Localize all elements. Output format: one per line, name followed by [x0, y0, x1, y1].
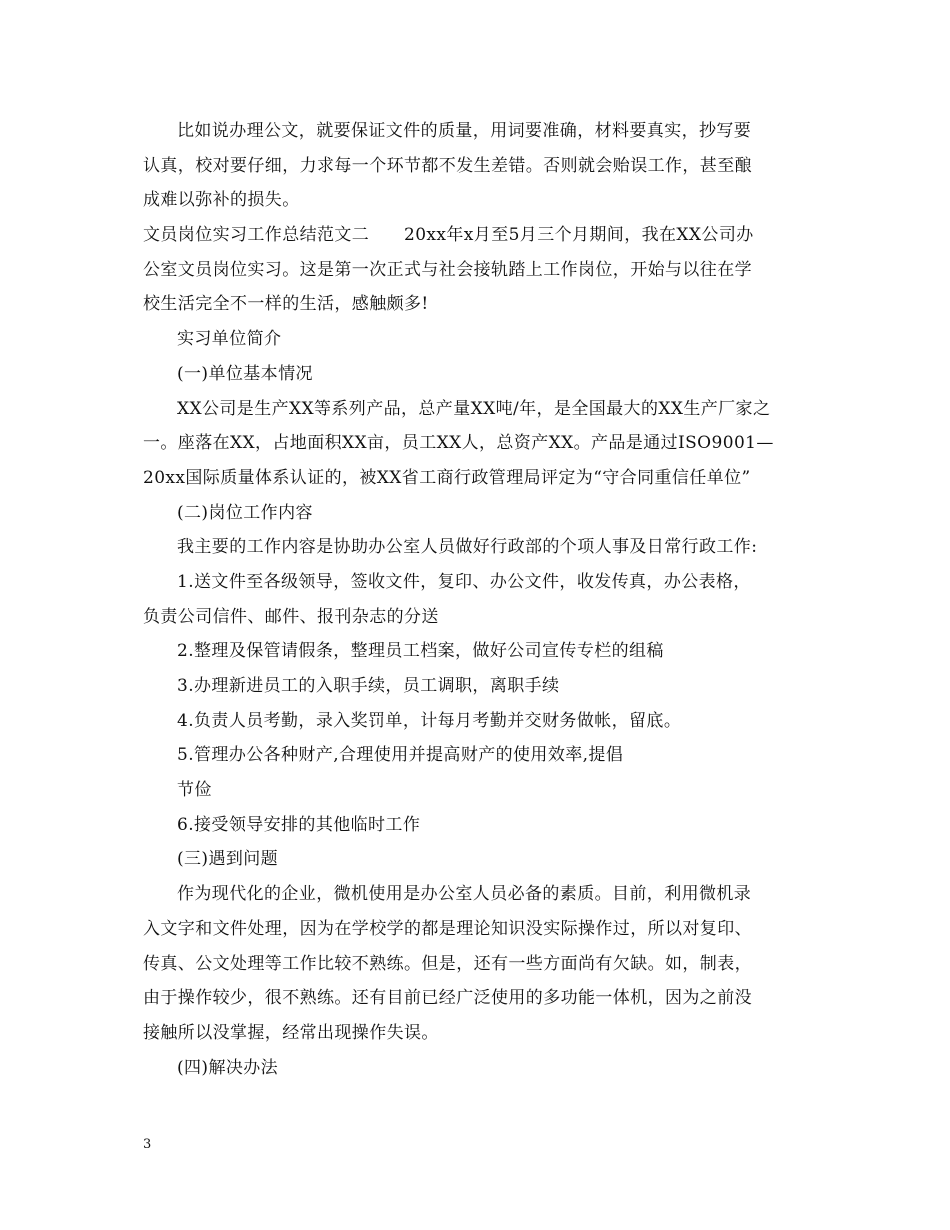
text-line: 20xx国际质量体系认证的，被XX省工商行政管理局评定为“守合同重信任单位”	[143, 467, 751, 488]
text-line: 1.送文件至各级领导，签收文件，复印、办公文件，收发传真，办公表格，	[177, 571, 751, 592]
text-line: 由于操作较少，很不熟练。还有目前已经广泛使用的多功能一体机，因为之前没	[143, 988, 752, 1009]
page-number: 3	[143, 1137, 152, 1152]
text-line: 节俭	[177, 780, 212, 801]
text-line: 入文字和文件处理，因为在学校学的都是理论知识没实际操作过，所以对复印、	[143, 918, 752, 939]
text-line: (四)解决办法	[177, 1057, 279, 1078]
text-line: (三)遇到问题	[177, 849, 279, 870]
text-line: 6.接受领导安排的其他临时工作	[177, 814, 421, 835]
text-line: 作为现代化的企业，微机使用是办公室人员必备的素质。目前，利用微机录	[177, 884, 752, 905]
text-line: (二)岗位工作内容	[177, 502, 313, 523]
text-line: 公室文员岗位实习。这是第一次正式与社会接轨踏上工作岗位，开始与以往在学	[143, 259, 752, 280]
text-line: 实习单位简介	[177, 329, 282, 350]
text-line: 传真、公文处理等工作比较不熟练。但是，还有一些方面尚有欠缺。如，制表，	[143, 953, 752, 974]
text-line: 比如说办理公文，就要保证文件的质量，用词要准确，材料要真实，抄写要	[177, 121, 752, 141]
text-line: 文员岗位实习工作总结范文二 20xx年x月至5月三个月期间，我在XX公司办	[143, 225, 754, 246]
text-line: 一。座落在XX，占地面积XX亩，员工XX人，总资产XX。产品是通过ISO9001—	[143, 433, 774, 454]
text-line: 3.办理新进员工的入职手续，员工调职，离职手续	[177, 676, 560, 696]
text-line: 成难以弥补的损失。	[143, 190, 300, 211]
text-line: (一)单位基本情况	[177, 363, 313, 384]
text-line: 接触所以没掌握，经常出现操作失误。	[143, 1022, 439, 1043]
text-line: 2.整理及保管请假条，整理员工档案，做好公司宣传专栏的组稿	[177, 641, 664, 662]
text-line: 5.管理办公各种财产,合理使用并提高财产的使用效率,提倡	[177, 745, 624, 766]
text-line: 校生活完全不一样的生活，感触颇多!	[143, 294, 429, 315]
document-body	[143, 114, 813, 1085]
text-line: 4.负责人员考勤，录入奖罚单，计每月考勤并交财务做帐，留底。	[177, 710, 682, 731]
text-line: 认真，校对要仔细，力求每一个环节都不发生差错。否则就会贻误工作，甚至酿	[143, 155, 752, 176]
text-line: XX公司是生产XX等系列产品，总产量XX吨/年，是全国最大的XX生产厂家之	[177, 398, 771, 419]
text-line: 负责公司信件、邮件、报刊杂志的分送	[143, 606, 439, 627]
text-line: 我主要的工作内容是协助办公室人员做好行政部的个项人事及日常行政工作:	[177, 537, 758, 558]
